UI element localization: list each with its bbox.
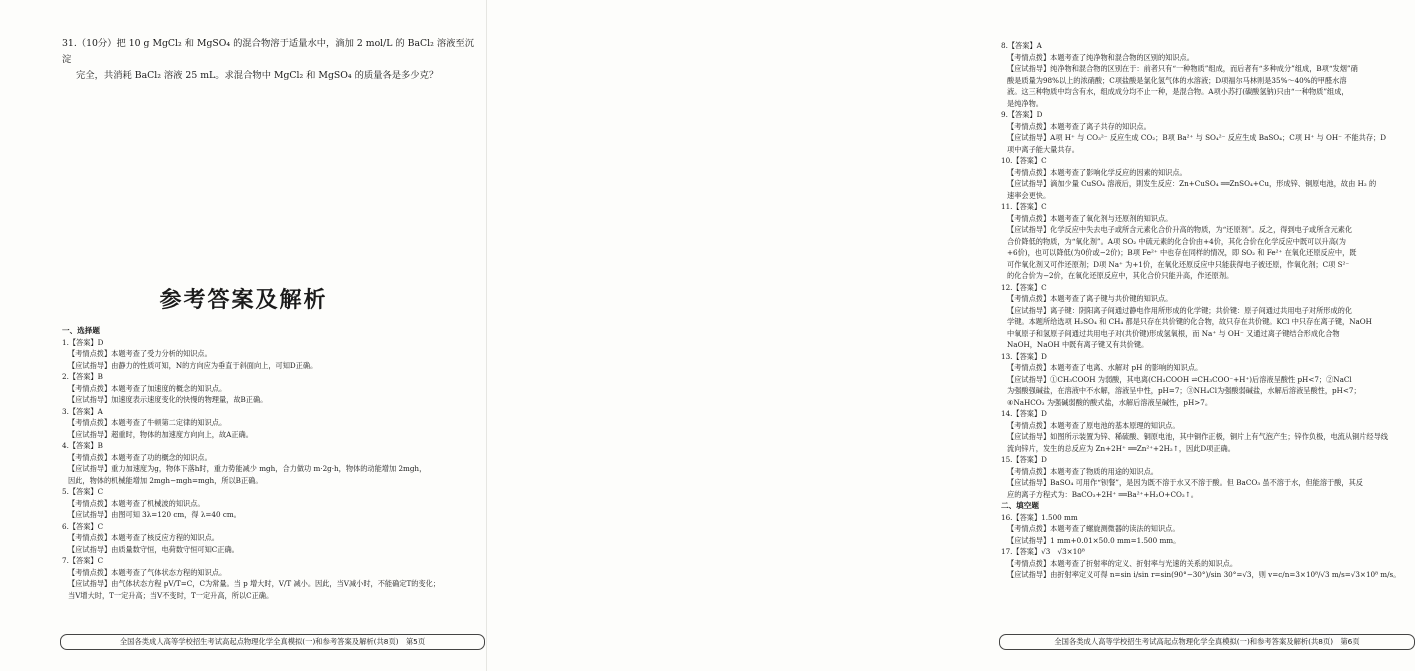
left-answer-line: 2.【答案】B (62, 372, 103, 381)
left-answer-line: 4.【答案】B (62, 441, 103, 450)
left-answer-line: 【应试指导】超重时，物体的加速度方向向上，故A正确。 (68, 429, 253, 439)
right-answer-line: 17.【答案】√3 √3×10⁸ (1001, 547, 1085, 556)
left-page (0, 0, 487, 671)
left-answer-line: 【考情点拨】本题考查了受力分析的知识点。 (68, 349, 212, 358)
right-answer-line: 学键。本题所给选项 H₂SO₄ 和 CH₄ 都是只存在共价键的化合物，故只存在共价键。KCl 中只存在离子键，NaOH (1007, 317, 1372, 326)
right-answer-line: 【应试指导】滴加少量 CuSO₄ 溶液后，則发生反应：Zn+CuSO₄ ══ZnSO₄+Cu，形成锌、铜原电池，故由 H₂ 的 (1007, 179, 1377, 188)
left-answer-line: 【应试指导】重力加速度为g，物体下落h时，重力势能减少 mgh，合力做功 m·2g·h，物体的动能增加 2mgh， (68, 464, 427, 473)
question-31 (62, 36, 482, 84)
left-answer-line: 【应试指导】由质量数守恒，电荷数守恒可知C正确。 (68, 544, 239, 554)
right-answer-line: 【考情点拨】本题考查了氧化剂与还原剂的知识点。 (1007, 213, 1173, 223)
right-page-footer: 全国各类成人高等学校招生考试高起点物理化学全真模拟(一)和参考答案及解析(共8页) 第6页 (999, 634, 1415, 650)
left-answer-line: 【考情点拨】本题考查了核反应方程的知识点。 (68, 533, 219, 542)
right-answer-line: 14.【答案】D (1001, 409, 1047, 418)
right-answer-line: 【应试指导】离子键：阴阳离子间通过静电作用所形成的化学键；共价键：原子间通过共用电子对所形成的化 (1007, 305, 1353, 315)
right-answer-line: 流向锌片，发生的总反应为 Zn+2H⁺ ══Zn²⁺+2H₂↑，因此D项正确。 (1007, 443, 1235, 453)
right-answer-line: ④NaHCO₃ 为强碱弱酸的酸式盐，水解后溶液呈碱性，pH>7。 (1007, 397, 1213, 407)
right-answer-line: 【应试指导】A项 H⁺ 与 CO₃²⁻ 反应生成 CO₂；B项 Ba²⁺ 与 SO₄²⁻ 反应生成 BaSO₄；C项 H⁺ 与 OH⁻ 不能共存；D (1007, 133, 1386, 142)
right-answer-line: 【考情点拨】本题考查了电离、水解对 pH 的影响的知识点。 (1007, 363, 1203, 372)
left-answer-line: 【考情点拨】本题考查了功的概念的知识点。 (68, 452, 212, 462)
right-answer-line: 【应试指导】由折射率定义可得 n=sin i/sin r=sin(90°−30°)/sin 30°=√3，则 v=c/n=3×10⁸/√3 m/s=√3×10⁸ m/s。 (1007, 570, 1401, 579)
left-answer-line: 7.【答案】C (62, 556, 104, 565)
left-answer-line: 【应试指导】加速度表示速度变化的快慢的物理量，故B正确。 (68, 395, 268, 404)
question-31-line-2: 完全，共消耗 BaCl₂ 溶液 25 mL。求混合物中 MgCl₂ 和 MgSO₄ 的质量各是多少克？ (76, 70, 439, 81)
right-answer-line: 【应试指导】纯净物和混合物的区别在于：前者只有“一种物质”组成，而后者有“多种成分”组成，B项“发烟”硝 (1007, 64, 1358, 73)
right-answer-line: 【应试指导】化学反应中失去电子或所含元素化合价升高的物质，为“还原剂”。反之，得到电子或所含元素化 (1007, 225, 1353, 234)
left-answer-line: 5.【答案】C (62, 487, 104, 496)
right-answer-line: 【考情点拨】本题考查了离子键与共价键的知识点。 (1007, 294, 1173, 303)
right-answer-line: 11.【答案】C (1001, 202, 1047, 211)
right-answer-column (1001, 40, 1411, 581)
right-answer-line: 【考情点拨】本题考查了离子共存的知识点。 (1007, 121, 1151, 131)
question-31-line-1: 31.（10分）把 10 g MgCl₂ 和 MgSO₄ 的混合物溶于适量水中，滴加 2 mol/L 的 BaCl₂ 溶液至沉淀 (62, 38, 475, 65)
right-answer-line: 液。这三种物质中均含有水，组成成分均不止一种，是混合物。A项小苏打(碳酸氢钠)只由“一种物质”组成， (1007, 87, 1349, 96)
left-answer-line: 【应试指导】由静力的性质可知，N的方向应为垂直于斜面向上，可知D正确。 (68, 360, 318, 370)
left-answer-line: 当V增大时，T一定升高；当V不变时，T一定升高，所以C正确。 (68, 590, 274, 600)
left-answer-line: 【考情点拨】本题考查了气体状态方程的知识点。 (68, 567, 227, 577)
right-answer-line: 【考情点拨】本题考查了影响化学反应的因素的知识点。 (1007, 167, 1187, 177)
left-answer-line: 6.【答案】C (62, 521, 104, 531)
right-answer-line: 16.【答案】1.500 mm (1001, 512, 1078, 522)
left-answer-line: 【考情点拨】本题考查了加速度的概念的知识点。 (68, 383, 227, 393)
left-answer-column (62, 325, 482, 601)
left-page-footer: 全国各类成人高等学校招生考试高起点物理化学全真模拟(一)和参考答案及解析(共8页) 第5页 (60, 634, 485, 650)
right-page (487, 0, 1401, 671)
right-answer-line: 【应试指导】如图所示装置为锌、稀硫酸、铜原电池，其中铜作正极，铜片上有气泡产生；锌作负极，电流从铜片经导线 (1007, 432, 1388, 441)
right-answer-line: NaOH，NaOH 中既有离子键又有共价键。 (1007, 340, 1149, 349)
right-answer-line: 合价降低的物质，为“氧化剂”。A项 SO₂ 中硫元素的化合价由+4价，其化合价在化学反应中既可以升高(为 (1007, 236, 1346, 246)
right-answer-line: 【考情点拨】本题考查了物质的用途的知识点。 (1007, 466, 1158, 476)
right-answer-line: 【考情点拨】本题考查了纯净物和混合物的区别的知识点。 (1007, 52, 1194, 62)
right-answer-line: 的化合价为−2价，在氧化还原反应中，其化合价只能升高，作还原剂。 (1007, 271, 1234, 280)
right-answer-line: 【应试指导】1 mm+0.01×50.0 mm=1.500 mm。 (1007, 535, 1181, 545)
right-answer-line: 15.【答案】D (1001, 455, 1047, 464)
left-answer-line: 因此，物体的机械能增加 2mgh−mgh=mgh，所以B正确。 (68, 475, 263, 485)
right-answer-line: 可作氧化剂又可作还原剂；D项 Na⁺ 为+1价，在氧化还原反应中只能获得电子被还原，作氧化剂；C项 S²⁻ (1007, 259, 1350, 269)
right-answer-line: +6价)，也可以降低(为0价或−2价)；B项 Fe²⁺ 中也存在同样的情况，即 SO₂ 和 Fe²⁺ 在氧化还原反应中，既 (1007, 248, 1357, 257)
left-answer-line: 【应试指导】由气体状态方程 pV/T=C，C为常量。当 p 增大时，V/T 减小。因此，当V减小时，不能确定T的变化； (68, 579, 441, 588)
right-answer-line: 【考情点拨】本题考查了螺旋测微器的读法的知识点。 (1007, 524, 1180, 533)
right-answer-line: 酸是质量为98%以上的浓硝酸；C项盐酸是氯化氢气体的水溶液；D项福尔马林则是35%～40%的甲醛水溶 (1007, 75, 1347, 85)
right-answer-line: 9.【答案】D (1001, 110, 1043, 119)
left-answer-line: 3.【答案】A (62, 406, 103, 416)
right-answer-line: 【考情点拨】本题考查了原电池的基本原理的知识点。 (1007, 420, 1180, 430)
right-answer-line: 【应试指导】BaSO₄ 可用作“钡餐”，是因为既不溶于水又不溶于酸。但 BaCO₃ 虽不溶于水，但能溶于酸，其反 (1007, 478, 1363, 487)
right-answer-line: 为强酸强碱盐，在溶液中不水解，溶液呈中性，pH=7；③NH₄Cl为强酸弱碱盐，水解后溶液呈酸性，pH<7； (1007, 386, 1361, 395)
right-answer-line: 二、填空题 (1001, 501, 1039, 510)
right-answer-line: 10.【答案】C (1001, 156, 1047, 165)
right-answer-line: 12.【答案】C (1001, 282, 1047, 292)
right-answer-line: 中氧原子和氢原子间通过共用电子对(共价键)形成氢氧根，而 Na⁺ 与 OH⁻ 又通过离子键结合形成化合物 (1007, 328, 1340, 338)
right-answer-line: 13.【答案】D (1001, 351, 1047, 361)
left-answer-line: 【考情点拨】本题考查了机械波的知识点。 (68, 498, 205, 508)
right-answer-line: 8.【答案】A (1001, 41, 1042, 50)
right-answer-line: 项中离子能大量共存。 (1007, 144, 1079, 154)
right-answer-line: 速率会更快。 (1007, 190, 1051, 200)
left-answer-line: 【应试指导】由图可知 3λ=120 cm，得 λ=40 cm。 (68, 510, 241, 519)
right-answer-line: 【考情点拨】本题考查了折射率的定义、折射率与光速的关系的知识点。 (1007, 558, 1238, 568)
right-answer-line: 是纯净物。 (1007, 98, 1043, 108)
page-title: 参考答案及解析 (159, 287, 328, 313)
left-answer-line: 1.【答案】D (62, 337, 104, 347)
right-answer-line: 应的离子方程式为：BaCO₃+2H⁺ ══Ba²⁺+H₂O+CO₂↑。 (1007, 489, 1198, 499)
right-answer-line: 【应试指导】①CH₃COOH 为弱酸，其电离(CH₃COOH ⇌CH₃COO⁻+H⁺)后溶液呈酸性 pH<7；②NaCl (1007, 374, 1352, 384)
left-answer-line: 一、选择题 (62, 326, 100, 335)
left-answer-line: 【考情点拨】本题考查了牛顿第二定律的知识点。 (68, 418, 227, 427)
